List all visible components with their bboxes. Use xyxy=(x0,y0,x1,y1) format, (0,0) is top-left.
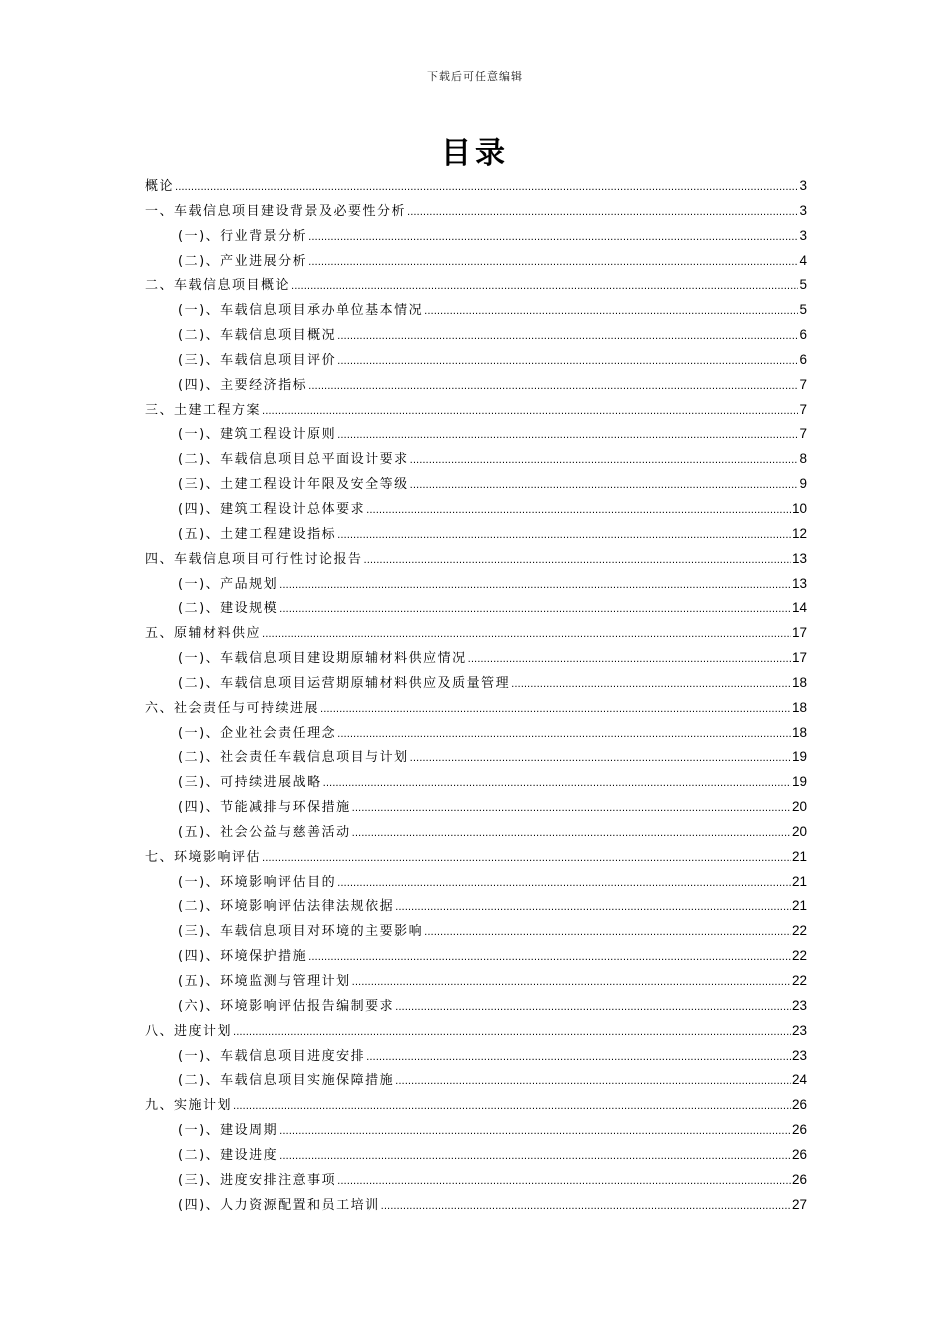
toc-section-entry[interactable] xyxy=(145,1143,807,1168)
toc-page-number: 19 xyxy=(791,749,807,765)
toc-section-entry[interactable] xyxy=(145,944,807,969)
toc-section-entry[interactable] xyxy=(145,497,807,522)
toc-page-number: 26 xyxy=(791,1097,807,1113)
toc-dot-leader xyxy=(262,622,791,648)
toc-page-number: 7 xyxy=(799,401,807,417)
toc-page-number: 8 xyxy=(799,451,807,467)
toc-entry-title: (六)、环境影响评估报告编制要求 xyxy=(178,998,395,1014)
toc-entry-title: 五、原辅材料供应 xyxy=(145,626,262,642)
toc-entry-title: 三、土建工程方案 xyxy=(145,402,262,418)
toc-dot-leader xyxy=(395,1069,791,1095)
toc-chapter-entry[interactable] xyxy=(145,845,807,870)
toc-page-number: 5 xyxy=(799,277,807,293)
toc-dot-leader xyxy=(279,1144,791,1170)
toc-dot-leader xyxy=(279,597,791,623)
toc-page-number: 17 xyxy=(791,650,807,666)
toc-dot-leader xyxy=(175,175,798,201)
toc-section-entry[interactable] xyxy=(145,770,807,795)
toc-section-entry[interactable] xyxy=(145,721,807,746)
toc-page-number: 7 xyxy=(799,426,807,442)
toc-dot-leader xyxy=(337,423,798,449)
toc-title: 目录 xyxy=(441,136,509,171)
toc-page-number: 20 xyxy=(791,823,807,839)
toc-dot-leader xyxy=(262,846,791,872)
toc-entry-title: (一)、建筑工程设计原则 xyxy=(178,427,337,443)
toc-section-entry[interactable] xyxy=(145,522,807,547)
toc-section-entry[interactable] xyxy=(145,646,807,671)
toc-entry-title: (二)、建设进度 xyxy=(178,1147,279,1163)
toc-page-number: 23 xyxy=(791,997,807,1013)
toc-page-number: 3 xyxy=(799,202,807,218)
toc-entry-title: (二)、车载信息项目总平面设计要求 xyxy=(178,452,409,468)
toc-section-entry[interactable] xyxy=(145,969,807,994)
toc-dot-leader xyxy=(366,1045,791,1071)
toc-section-entry[interactable] xyxy=(145,447,807,472)
toc-page-number: 18 xyxy=(791,724,807,740)
toc-page-number: 3 xyxy=(799,227,807,243)
toc-section-entry[interactable] xyxy=(145,422,807,447)
toc-section-entry[interactable] xyxy=(145,919,807,944)
toc-entry-title: (一)、车载信息项目进度安排 xyxy=(178,1048,366,1064)
toc-chapter-entry[interactable] xyxy=(145,174,807,199)
toc-dot-leader xyxy=(364,548,791,574)
toc-dot-leader xyxy=(468,647,791,673)
toc-section-entry[interactable] xyxy=(145,472,807,497)
toc-section-entry[interactable] xyxy=(145,1118,807,1143)
toc-entry-title: (四)、建筑工程设计总体要求 xyxy=(178,501,366,517)
toc-entry-title: (一)、环境影响评估目的 xyxy=(178,874,337,890)
toc-entry-title: 概论 xyxy=(145,179,175,194)
toc-page-number: 5 xyxy=(799,302,807,318)
toc-section-entry[interactable] xyxy=(145,745,807,770)
toc-dot-leader xyxy=(424,299,798,325)
toc-dot-leader xyxy=(337,871,791,897)
toc-section-entry[interactable] xyxy=(145,820,807,845)
toc-section-entry[interactable] xyxy=(145,298,807,323)
toc-section-entry[interactable] xyxy=(145,894,807,919)
toc-section-entry[interactable] xyxy=(145,348,807,373)
toc-entry-title: (二)、车载信息项目实施保障措施 xyxy=(178,1073,395,1089)
toc-entry-title: (五)、社会公益与慈善活动 xyxy=(178,824,351,840)
toc-entry-title: (二)、产业进展分析 xyxy=(178,253,308,269)
toc-page-number: 9 xyxy=(799,476,807,492)
toc-entry-title: (二)、车载信息项目概况 xyxy=(178,328,337,344)
toc-section-entry[interactable] xyxy=(145,671,807,696)
toc-dot-leader xyxy=(366,498,791,524)
toc-entry-title: (五)、环境监测与管理计划 xyxy=(178,974,351,989)
toc-section-entry[interactable] xyxy=(145,224,807,249)
toc-entry-title: (一)、产品规划 xyxy=(178,576,279,592)
toc-page-number: 21 xyxy=(791,898,807,914)
toc-entry-title: (四)、人力资源配置和员工培训 xyxy=(178,1197,380,1213)
toc-entry-title: (一)、行业背景分析 xyxy=(178,228,308,244)
toc-page-number: 22 xyxy=(791,948,807,964)
toc-section-entry[interactable] xyxy=(145,1044,807,1069)
toc-dot-leader xyxy=(308,250,798,276)
toc-page-number: 6 xyxy=(799,351,807,367)
toc-entry-title: (三)、进度安排注意事项 xyxy=(178,1172,337,1188)
toc-entry-title: (二)、车载信息项目运营期原辅材料供应及质量管理 xyxy=(178,675,511,691)
toc-page-number: 6 xyxy=(799,327,807,343)
toc-dot-leader xyxy=(407,200,798,226)
toc-dot-leader xyxy=(395,895,791,921)
toc-chapter-entry[interactable] xyxy=(145,1019,807,1044)
toc-dot-leader xyxy=(337,722,791,748)
toc-section-entry[interactable] xyxy=(145,870,807,895)
toc-page-number: 3 xyxy=(799,178,807,193)
toc-entry-title: 九、实施计划 xyxy=(145,1098,233,1114)
toc-chapter-entry[interactable] xyxy=(145,621,807,646)
toc-section-entry[interactable] xyxy=(145,572,807,597)
toc-page-number: 13 xyxy=(791,575,807,591)
toc-page-number: 22 xyxy=(791,923,807,939)
toc-entry-title: 一、车载信息项目建设背景及必要性分析 xyxy=(145,203,407,219)
toc-page-number: 14 xyxy=(791,600,807,616)
toc-dot-leader xyxy=(337,349,798,375)
toc-dot-leader xyxy=(410,746,791,772)
toc-page-number: 26 xyxy=(791,1122,807,1138)
toc-entry-title: (二)、环境影响评估法律法规依据 xyxy=(178,899,395,915)
toc-dot-leader xyxy=(308,374,798,400)
page-header: 下载后可任意编辑 xyxy=(427,70,523,83)
toc-section-entry[interactable] xyxy=(145,249,807,274)
toc-section-entry[interactable] xyxy=(145,795,807,820)
toc-page-number: 21 xyxy=(791,873,807,889)
toc-dot-leader xyxy=(323,771,791,797)
toc-entry-title: 八、进度计划 xyxy=(145,1023,233,1039)
toc-page-number: 23 xyxy=(791,1022,807,1038)
toc-dot-leader xyxy=(337,324,798,350)
toc-section-entry[interactable] xyxy=(145,1193,807,1218)
toc-entry-title: 六、社会责任与可持续进展 xyxy=(145,700,320,716)
toc-entry-title: (二)、建设规模 xyxy=(178,601,279,617)
toc-entry-title: (五)、土建工程建设指标 xyxy=(178,526,337,542)
toc-entry-title: (三)、车载信息项目评价 xyxy=(178,352,337,368)
toc-section-entry[interactable] xyxy=(145,1068,807,1093)
toc-page-number: 18 xyxy=(791,674,807,690)
toc-section-entry[interactable] xyxy=(145,994,807,1019)
toc-chapter-entry[interactable] xyxy=(145,547,807,572)
toc-dot-leader xyxy=(308,225,798,251)
toc-chapter-entry[interactable] xyxy=(145,1093,807,1118)
toc-entry-title: (一)、建设周期 xyxy=(178,1123,279,1139)
toc-page-number: 17 xyxy=(791,625,807,641)
toc-entry-title: 二、车载信息项目概论 xyxy=(145,278,291,294)
toc-entry-title: (四)、环境保护措施 xyxy=(178,949,308,965)
toc-dot-leader xyxy=(291,274,798,300)
toc-page-number: 26 xyxy=(791,1171,807,1187)
toc-dot-leader xyxy=(381,1194,791,1220)
toc-dot-leader xyxy=(320,697,791,723)
toc-chapter-entry[interactable] xyxy=(145,398,807,423)
table-of-contents xyxy=(145,174,807,1217)
toc-dot-leader xyxy=(410,473,799,499)
toc-entry-title: 七、环境影响评估 xyxy=(145,849,262,865)
toc-page-number: 20 xyxy=(791,799,807,815)
toc-section-entry[interactable] xyxy=(145,596,807,621)
toc-entry-title: (一)、车载信息项目建设期原辅材料供应情况 xyxy=(178,651,467,667)
toc-page-number: 19 xyxy=(791,774,807,790)
toc-dot-leader xyxy=(352,821,791,847)
toc-dot-leader xyxy=(337,1169,791,1195)
toc-chapter-entry[interactable] xyxy=(145,273,807,298)
toc-page-number: 12 xyxy=(791,525,807,541)
toc-page-number: 26 xyxy=(791,1146,807,1162)
toc-page-number: 27 xyxy=(791,1196,807,1212)
toc-entry-title: (一)、企业社会责任理念 xyxy=(178,725,337,741)
toc-chapter-entry[interactable] xyxy=(145,696,807,721)
toc-chapter-entry[interactable] xyxy=(145,199,807,224)
toc-entry-title: (二)、社会责任车载信息项目与计划 xyxy=(178,750,409,766)
toc-dot-leader xyxy=(410,448,799,474)
toc-dot-leader xyxy=(233,1020,791,1046)
toc-dot-leader xyxy=(511,672,791,698)
toc-dot-leader xyxy=(395,995,791,1021)
toc-entry-title: (三)、车载信息项目对环境的主要影响 xyxy=(178,924,424,940)
toc-dot-leader xyxy=(337,523,791,549)
toc-page-number: 22 xyxy=(791,973,807,988)
toc-section-entry[interactable] xyxy=(145,1168,807,1193)
toc-entry-title: (四)、主要经济指标 xyxy=(178,377,308,393)
toc-dot-leader xyxy=(352,970,791,996)
toc-page-number: 18 xyxy=(791,699,807,715)
toc-section-entry[interactable] xyxy=(145,373,807,398)
toc-section-entry[interactable] xyxy=(145,323,807,348)
toc-page-number: 23 xyxy=(791,1047,807,1063)
toc-dot-leader xyxy=(279,573,791,599)
toc-dot-leader xyxy=(424,920,791,946)
toc-entry-title: 四、车载信息项目可行性讨论报告 xyxy=(145,551,363,567)
toc-entry-title: (四)、节能减排与环保措施 xyxy=(178,800,351,816)
toc-dot-leader xyxy=(233,1094,791,1120)
toc-entry-title: (一)、车载信息项目承办单位基本情况 xyxy=(178,303,424,319)
toc-page-number: 10 xyxy=(791,500,807,516)
toc-entry-title: (三)、土建工程设计年限及安全等级 xyxy=(178,477,409,493)
toc-page-number: 13 xyxy=(791,550,807,566)
toc-page-number: 7 xyxy=(799,376,807,392)
toc-dot-leader xyxy=(262,399,798,425)
toc-dot-leader xyxy=(279,1119,791,1145)
toc-dot-leader xyxy=(308,945,791,971)
toc-page-number: 21 xyxy=(791,848,807,864)
toc-page-number: 4 xyxy=(799,252,807,268)
toc-entry-title: (三)、可持续进展战略 xyxy=(178,775,322,791)
toc-page-number: 24 xyxy=(791,1072,807,1088)
toc-dot-leader xyxy=(352,796,791,822)
